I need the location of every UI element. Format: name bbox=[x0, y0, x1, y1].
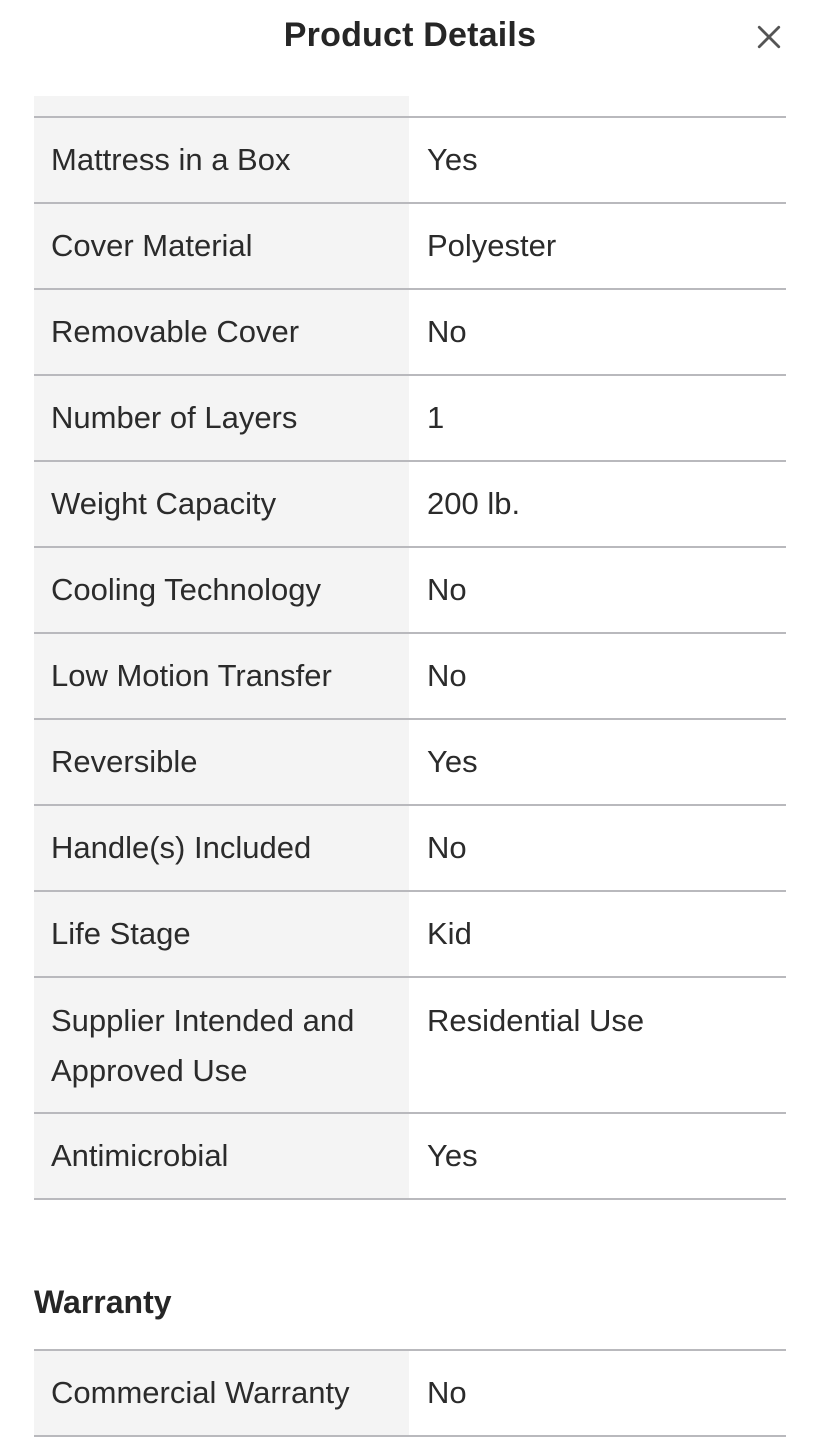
spec-value: 200 lb. bbox=[427, 486, 521, 521]
table-row bbox=[34, 720, 786, 806]
spec-value: No bbox=[427, 1375, 467, 1410]
table-row bbox=[34, 978, 786, 1114]
spec-label: Mattress in a Box bbox=[34, 118, 409, 202]
spec-label: Cover Material bbox=[34, 204, 409, 288]
warranty-section-title: Warranty bbox=[34, 1284, 172, 1320]
table-row bbox=[34, 806, 786, 892]
spec-value: Residential Use bbox=[427, 1003, 645, 1038]
spec-label: Life Stage bbox=[34, 892, 409, 976]
spec-label: Cooling Technology bbox=[34, 548, 409, 632]
spec-value: Polyester bbox=[427, 228, 557, 263]
spec-label: Low Motion Transfer bbox=[34, 634, 409, 718]
table-row bbox=[34, 376, 786, 462]
spec-label: Reversible bbox=[34, 720, 409, 804]
modal-header bbox=[0, 0, 820, 96]
table-row bbox=[34, 204, 786, 290]
spec-label: Supplier Intended and Approved Use bbox=[34, 978, 409, 1112]
spec-table bbox=[34, 32, 786, 1200]
warranty-table bbox=[34, 1349, 786, 1437]
spec-label: Number of Layers bbox=[34, 376, 409, 460]
close-icon bbox=[756, 24, 782, 50]
spec-label: Removable Cover bbox=[34, 290, 409, 374]
product-details-content[interactable] bbox=[0, 96, 820, 1440]
close-button[interactable] bbox=[748, 16, 790, 58]
spec-value: No bbox=[427, 830, 467, 865]
table-row bbox=[34, 1114, 786, 1200]
spec-value: Yes bbox=[427, 1138, 478, 1173]
table-row bbox=[34, 118, 786, 204]
spec-label: Antimicrobial bbox=[34, 1114, 409, 1198]
table-row bbox=[34, 548, 786, 634]
spec-value: Yes bbox=[427, 744, 478, 779]
page-title: Product Details bbox=[283, 16, 537, 54]
spec-label: Weight Capacity bbox=[34, 462, 409, 546]
spec-value: Yes bbox=[427, 142, 478, 177]
spec-value: No bbox=[427, 314, 467, 349]
table-row bbox=[34, 1351, 786, 1437]
spec-value: No bbox=[427, 658, 467, 693]
spec-value: No bbox=[427, 572, 467, 607]
table-row bbox=[34, 290, 786, 376]
table-row bbox=[34, 892, 786, 978]
spec-value: Kid bbox=[427, 916, 472, 951]
spec-label: Commercial Warranty bbox=[34, 1351, 409, 1435]
spec-value: 1 bbox=[427, 400, 445, 435]
table-row bbox=[34, 634, 786, 720]
table-row bbox=[34, 462, 786, 548]
spec-label: Handle(s) Included bbox=[34, 806, 409, 890]
